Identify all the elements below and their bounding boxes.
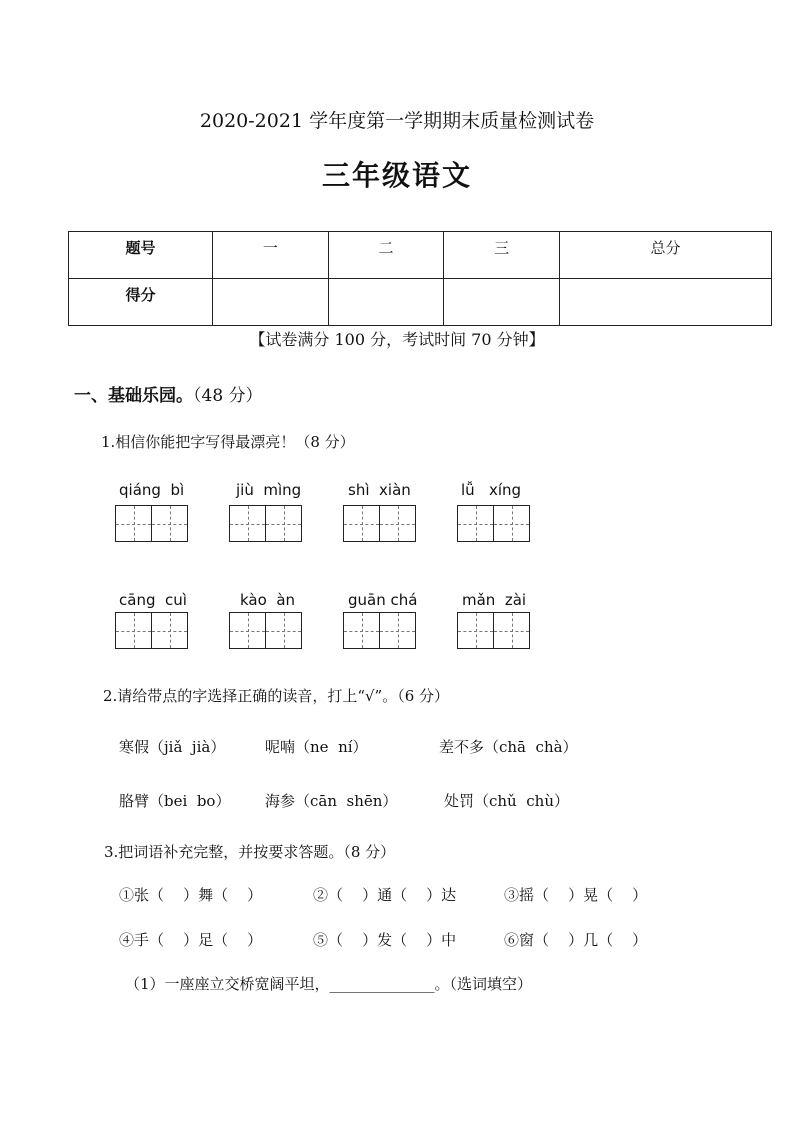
score-input-cell[interactable] (213, 279, 329, 326)
writing-grid[interactable] (343, 612, 415, 649)
idiom-blank[interactable]: ②（ ）通（ ）达 (313, 886, 457, 904)
reading-choice[interactable]: 呢喃（ne ní） (265, 738, 368, 756)
idiom-blank[interactable]: ①张（ ）舞（ ） (119, 886, 263, 904)
section-heading (74, 381, 263, 406)
writing-grid[interactable] (343, 505, 415, 542)
score-input-cell[interactable] (444, 279, 560, 326)
writing-grid[interactable] (229, 612, 301, 649)
section-points: （48 分） (193, 386, 263, 406)
grid-cell[interactable] (457, 505, 494, 542)
exam-title: 2020-2021 学年度第一学期期末质量检测试卷 (199, 110, 595, 132)
grid-cell[interactable] (115, 612, 152, 649)
grid-cell[interactable] (151, 505, 188, 542)
pinyin-label: mǎn zài (462, 591, 527, 609)
idiom-blank[interactable]: ⑤（ ）发（ ）中 (313, 931, 457, 949)
writing-grid[interactable] (229, 505, 301, 542)
table-cell: 题号 (69, 232, 213, 279)
question-2: 2.请给带点的字选择正确的读音，打上“√”。（6 分） (103, 687, 450, 705)
section-title: 一、基础乐园。 (74, 386, 193, 406)
writing-grid[interactable] (115, 612, 187, 649)
pinyin-label: cāng cuì (119, 591, 187, 609)
grid-cell[interactable] (229, 505, 266, 542)
idiom-blank[interactable]: ④手（ ）足（ ） (119, 931, 263, 949)
score-input-cell[interactable] (560, 279, 772, 326)
pinyin-label: lǚ xíng (461, 481, 522, 499)
grid-cell[interactable] (115, 505, 152, 542)
table-cell: 三 (444, 232, 560, 279)
pinyin-label: guān chá (348, 591, 418, 609)
table-cell: 得分 (69, 279, 213, 326)
pinyin-label: kào àn (240, 591, 296, 609)
grid-cell[interactable] (493, 612, 530, 649)
grid-cell[interactable] (343, 505, 380, 542)
question-1: 1.相信你能把字写得最漂亮！（8 分） (101, 433, 355, 451)
table-row (69, 232, 772, 279)
table-cell: 一 (213, 232, 329, 279)
reading-choice[interactable]: 胳臂（bei bo） (119, 792, 231, 810)
writing-grid[interactable] (115, 505, 187, 542)
fill-in-sentence[interactable]: （1）一座座立交桥宽阔平坦，______________。（选词填空） (125, 975, 533, 993)
reading-choice[interactable]: 处罚（chǔ chù） (444, 792, 569, 810)
idiom-blank[interactable]: ③摇（ ）晃（ ） (504, 886, 648, 904)
grid-cell[interactable] (343, 612, 380, 649)
reading-choice[interactable]: 差不多（chā chà） (439, 738, 578, 756)
grid-cell[interactable] (379, 505, 416, 542)
grid-cell[interactable] (457, 612, 494, 649)
grid-cell[interactable] (265, 612, 302, 649)
writing-grid[interactable] (457, 612, 529, 649)
pinyin-label: shì xiàn (348, 481, 411, 499)
grid-cell[interactable] (229, 612, 266, 649)
score-table (68, 231, 772, 326)
idiom-blank[interactable]: ⑥窗（ ）几（ ） (504, 931, 648, 949)
writing-grid[interactable] (457, 505, 529, 542)
table-cell: 总分 (560, 232, 772, 279)
reading-choice[interactable]: 寒假（jiǎ jià） (119, 738, 226, 756)
reading-choice[interactable]: 海参（cān shēn） (265, 792, 398, 810)
pinyin-label: qiáng bì (119, 481, 185, 499)
exam-subject: 三年级语文 (321, 159, 472, 192)
question-3: 3.把词语补充完整，并按要求答题。（8 分） (104, 843, 396, 861)
pinyin-label: jiù mìng (236, 481, 302, 499)
score-input-cell[interactable] (328, 279, 444, 326)
grid-cell[interactable] (265, 505, 302, 542)
grid-cell[interactable] (493, 505, 530, 542)
grid-cell[interactable] (379, 612, 416, 649)
grid-cell[interactable] (151, 612, 188, 649)
exam-note: 【试卷满分 100 分，考试时间 70 分钟】 (249, 330, 545, 349)
table-row (69, 279, 772, 326)
table-cell: 二 (328, 232, 444, 279)
